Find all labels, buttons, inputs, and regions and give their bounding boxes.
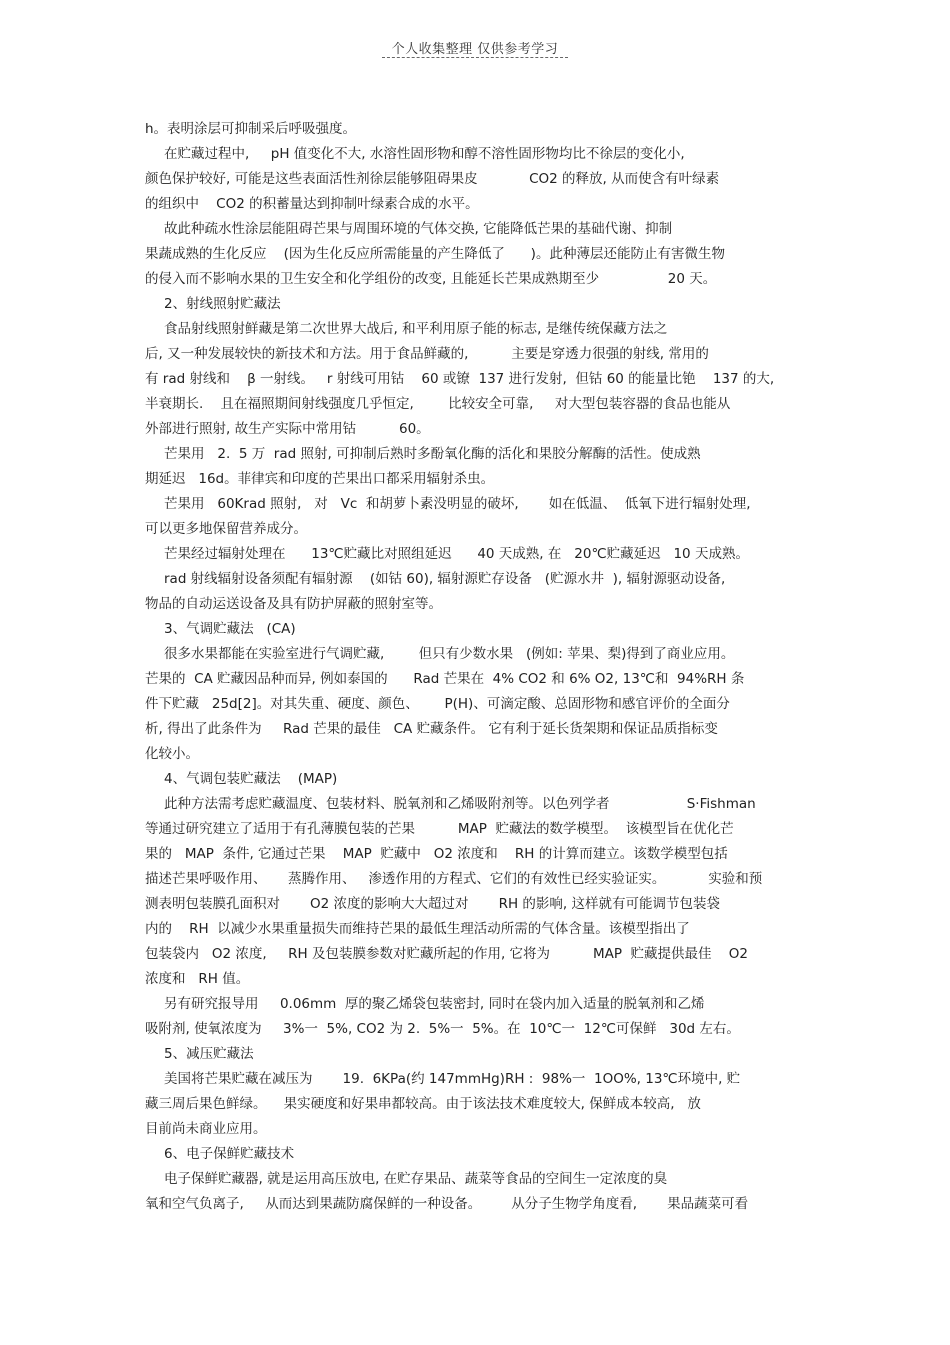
text-line: 的侵入而不影响水果的卫生安全和化学组份的改变, 且能延长芒果成熟期至少 20 天。 [145, 271, 717, 287]
text-line: 2、射线照射贮藏法 [164, 296, 281, 312]
text-line: 电子保鲜贮藏器, 就是运用高压放电, 在贮存果品、蔬菜等食品的空间生一定浓度的臭 [164, 1171, 668, 1187]
text-line: 的组织中 CO2 的积蓄量达到抑制叶绿素合成的水平。 [145, 196, 479, 212]
header-underline [382, 57, 568, 58]
text-line: 6、电子保鲜贮藏技术 [164, 1146, 295, 1162]
document-body [145, 117, 809, 1217]
text-line: 氧和空气负离子, 从而达到果蔬防腐保鲜的一种设备。 从分子生物学角度看, 果品蔬菜可看 [145, 1196, 749, 1212]
text-line: 此种方法需考虑贮藏温度、包装材料、脱氧剂和乙烯吸附剂等。以色列学者 S·Fishman [164, 796, 756, 812]
text-line: 果的 MAP 条件, 它通过芒果 MAP 贮藏中 O2 浓度和 RH 的计算而建立。该数学模型包括 [145, 846, 728, 862]
text-line: 故此种疏水性涂层能阻碍芒果与周围环境的气体交换, 它能降低芒果的基础代谢、抑制 [164, 221, 673, 237]
text-line: 很多水果都能在实验室进行气调贮藏, 但只有少数水果 (例如: 苹果、梨)得到了商业应用。 [164, 646, 735, 662]
text-line: 析, 得出了此条件为 Rad 芒果的最佳 CA 贮藏条件。 它有利于延长货架期和保证品质指标变 [145, 721, 718, 737]
text-line: 另有研究报导用 0.06mm 厚的聚乙烯袋包装密封, 同时在袋内加入适量的脱氧剂和乙烯 [164, 996, 705, 1012]
text-line: 果蔬成熟的生化反应 (因为生化反应所需能量的产生降低了 )。此种薄层还能防止有害微生物 [145, 246, 725, 262]
text-line: 有 rad 射线和 β 一射线。 r 射线可用钴 60 或镣 137 进行发射, 但钴 60 的能量比铯 137 的大, [145, 371, 775, 387]
text-line: 藏三周后果色鲜绿。 果实硬度和好果串都较高。由于该法技术难度较大, 保鲜成本较高, 放 [145, 1096, 701, 1112]
text-line: 吸附剂, 使氧浓度为 3%一 5%, CO2 为 2. 5%一 5%。在 10℃一 12℃可保鲜 30d 左右。 [145, 1021, 740, 1037]
text-line: 美国将芒果贮藏在减压为 19. 6KPa(约 147mmHg)RH : 98%一 1OO%, 13℃环境中, 贮 [164, 1071, 741, 1087]
text-line: 可以更多地保留营养成分。 [145, 521, 307, 537]
text-line: 后, 又一种发展较快的新技术和方法。用于食品鲜藏的, 主要是穿透力很强的射线, 常用的 [145, 346, 709, 362]
text-line: 3、气调贮藏法 (CA) [164, 621, 296, 637]
text-line: 食品射线照射鲜藏是第二次世界大战后, 和平利用原子能的标志, 是继传统保藏方法之 [164, 321, 668, 337]
text-line: 描述芒果呼吸作用、 蒸腾作用、 渗透作用的方程式、它们的有效性已经实验证实。 实验和预 [145, 871, 763, 887]
text-line: 芒果用 2. 5 万 rad 照射, 可抑制后熟时多酚氧化酶的活化和果胶分解酶的活性。使成熟 [164, 446, 701, 462]
text-line: rad 射线辐射设备须配有辐射源 (如钴 60), 辐射源贮存设备 (贮源水井 ), 辐射源驱动设备, [164, 571, 726, 587]
text-line: 芒果经过辐射处理在 13℃贮藏比对照组延迟 40 天成熟, 在 20℃贮藏延迟 10 天成熟。 [164, 546, 749, 562]
text-line: 半衰期长. 且在福照期间射线强度几乎恒定, 比较安全可靠, 对大型包装容器的食品也能从 [145, 396, 731, 412]
text-line: 物品的自动运送设备及具有防护屏蔽的照射室等。 [145, 596, 442, 612]
text-line: h。表明涂层可抑制采后呼吸强度。 [145, 121, 357, 137]
page-header: 个人收集整理 仅供参考学习 [391, 42, 559, 57]
text-line: 5、减压贮藏法 [164, 1046, 254, 1062]
text-line: 内的 RH 以减少水果重量损失而维持芒果的最低生理活动所需的气体含量。该模型指出了 [145, 921, 690, 937]
text-line: 等通过研究建立了适用于有孔薄膜包装的芒果 MAP 贮藏法的数学模型。 该模型旨在优化芒 [145, 821, 734, 837]
text-line: 目前尚未商业应用。 [145, 1121, 267, 1137]
text-line: 件下贮藏 25d[2]。对其失重、硬度、颜色、 P(H)、可滴定酸、总固形物和感官评价的全面分 [145, 696, 730, 712]
text-line: 4、气调包装贮藏法 (MAP) [164, 771, 338, 787]
text-line: 芒果用 60Krad 照射, 对 Vc 和胡萝卜素没明显的破坏, 如在低温、 低氧下进行辐射处理, [164, 496, 751, 512]
text-line: 包装袋内 O2 浓度, RH 及包装膜参数对贮藏所起的作用, 它将为 MAP 贮藏提供最佳 O2 [145, 946, 748, 962]
text-line: 芒果的 CA 贮藏因品种而异, 例如泰国的 Rad 芒果在 4% CO2 和 6% O2, 13℃和 94%RH 条 [145, 671, 745, 687]
text-line: 在贮藏过程中, pH 值变化不大, 水溶性固形物和醇不溶性固形物均比不徐层的变化小, [164, 146, 685, 162]
text-line: 测表明包装膜孔面积对 O2 浓度的影响大大超过对 RH 的影响, 这样就有可能调节包装袋 [145, 896, 720, 912]
text-line: 期延迟 16d。菲律宾和印度的芒果出口都采用辐射杀虫。 [145, 471, 495, 487]
text-line: 浓度和 RH 值。 [145, 971, 250, 987]
text-line: 外部进行照射, 故生产实际中常用钴 60。 [145, 421, 430, 437]
text-line: 颜色保护较好, 可能是这些表面活性剂徐层能够阻碍果皮 CO2 的释放, 从而使含有叶绿素 [145, 171, 720, 187]
text-line: 化较小。 [145, 746, 199, 762]
